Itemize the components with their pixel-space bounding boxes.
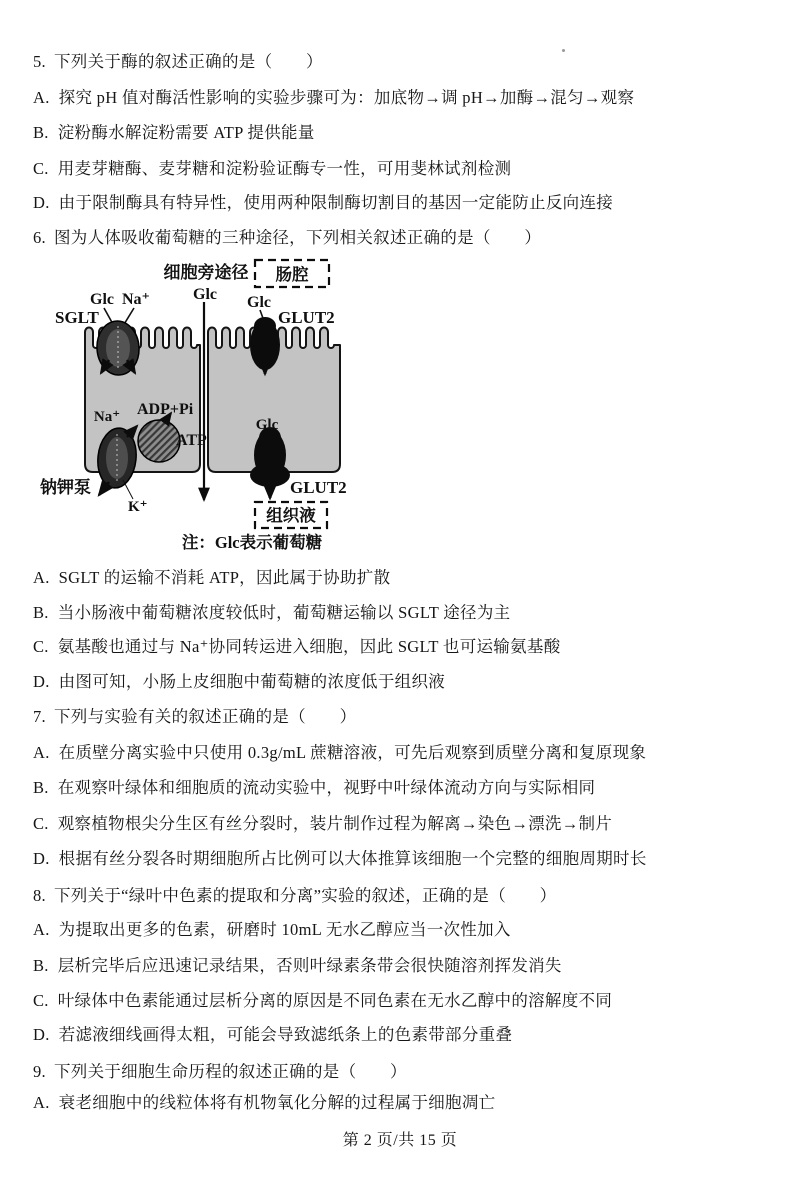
sglt-label: SGLT [55,308,99,327]
glc-left-label: Glc [90,291,114,308]
option-text: 为提取出更多的色素，研磨时 10mL 无水乙醇应当一次性加入 [58,920,511,939]
glucose-absorption-diagram [30,252,360,557]
question-9-option-a [33,1093,495,1113]
paracellular-pathway-label: 细胞旁途径 [163,263,249,282]
option-text: 观察植物根尖分生区有丝分裂时，装片制作过程为解离→染色→漂洗→制片 [57,814,613,833]
option-text: 层析完毕后应迅速记录结果，否则叶绿素条带会很快随溶剂挥发消失 [57,956,562,975]
option-label: A. [33,920,50,939]
option-text: 在质壁分离实验中只使用 0.3g/mL 蔗糖溶液，可先后观察到质壁分离和复原现象 [58,743,647,762]
option-label: D. [33,193,50,212]
na-inner-label: Na⁺ [93,409,121,425]
option-text: 用麦芽糖酶、麦芽糖和淀粉验证酶专一性，可用斐林试剂检测 [57,159,512,178]
option-text: 探究 pH 值对酶活性影响的实验步骤可为：加底物→调 pH→加酶→混匀→观察 [58,88,635,107]
question-7-option-b [33,778,595,798]
na-left-label: Na⁺ [122,291,150,308]
question-7-option-a [33,743,646,763]
glc-paracellular-label: Glc [193,286,217,303]
question-7-option-c [33,814,612,834]
option-text: SGLT 的运输不消耗 ATP，因此属于协助扩散 [58,568,391,587]
option-label: B. [33,956,49,975]
option-label: A. [33,88,50,107]
option-label: D. [33,672,50,691]
question-number: 5. [33,52,46,71]
question-5-option-b [33,123,315,143]
glut2-bottom-label: GLUT2 [290,478,347,497]
option-text: 由于限制酶具有特异性，使用两种限制酶切割目的基因一定能防止反向连接 [58,193,614,212]
option-text: 叶绿体中色素能通过层析分离的原因是不同色素在无水乙醇中的溶解度不同 [57,991,613,1010]
question-7-option-d [33,849,647,869]
option-text: 由图可知，小肠上皮细胞中葡萄糖的浓度低于组织液 [58,672,446,691]
question-number: 8. [33,886,46,905]
question-8-option-a [33,920,511,940]
question-number: 9. [33,1062,46,1081]
atp-label: ATP [176,432,207,449]
glc-right-top-label: Glc [247,294,271,311]
glc-inner-right-label: Glc [255,417,279,433]
question-6-stem [33,228,541,248]
question-6-option-b [33,603,510,623]
option-label: B. [33,123,49,142]
option-label: D. [33,849,50,868]
option-label: B. [33,778,49,797]
option-label: C. [33,159,49,178]
option-text: 衰老细胞中的线粒体将有机物氧化分解的过程属于细胞凋亡 [58,1093,496,1112]
page-number-indicator: 第 2 页/共 15 页 [342,1132,458,1149]
tissue-fluid-box [255,502,327,528]
question-6-option-a [33,568,390,588]
option-label: C. [33,637,49,656]
question-8-option-b [33,956,562,976]
option-label: A. [33,568,50,587]
question-text: 图为人体吸收葡萄糖的三种途径，下列相关叙述正确的是（ ） [53,228,542,247]
question-5-stem [33,52,323,72]
question-8-stem [33,886,556,906]
tissue-fluid-label: 组织液 [266,506,316,525]
question-text: 下列关于酶的叙述正确的是（ ） [53,52,323,71]
question-7-stem [33,707,356,727]
option-text: 在观察叶绿体和细胞质的流动实验中，视野中叶绿体流动方向与实际相同 [57,778,596,797]
question-5-option-d [33,193,613,213]
question-6-option-d [33,672,445,692]
question-8-option-d [33,1025,512,1045]
question-5-option-c [33,159,511,179]
option-label: A. [33,1093,50,1112]
intestinal-lumen-box [255,260,329,287]
sglt-transporter [95,308,141,376]
option-label: C. [33,991,49,1010]
option-text: 若滤液细线画得太粗，可能会导致滤纸条上的色素带部分重叠 [58,1025,513,1044]
option-text: 淀粉酶水解淀粉需要 ATP 提供能量 [57,123,315,142]
k-label: K⁺ [128,499,148,515]
option-label: A. [33,743,50,762]
question-5-option-a [33,88,634,108]
sodium-potassium-pump-label: 钠钾泵 [40,478,91,497]
option-text: 根据有丝分裂各时期细胞所占比例可以大体推算该细胞一个完整的细胞周期时长 [58,849,647,868]
adp-pi-label: ADP+Pi [137,401,194,418]
question-number: 6. [33,228,46,247]
question-6-option-c [33,637,561,657]
question-number: 7. [33,707,46,726]
option-text: 当小肠液中葡萄糖浓度较低时，葡萄糖运输以 SGLT 途径为主 [57,603,511,622]
option-text: 氨基酸也通过与 Na⁺协同转运进入细胞，因此 SGLT 也可运输氨基酸 [57,637,561,656]
option-label: B. [33,603,49,622]
option-label: C. [33,814,49,833]
diagram-note: 注：Glc表示葡萄糖 [181,533,323,552]
scan-speck-artifact [562,49,565,52]
glut2-top-label: GLUT2 [278,308,335,327]
question-text: 下列关于“绿叶中色素的提取和分离”实验的叙述，正确的是（ ） [53,886,557,905]
question-9-stem [33,1062,407,1082]
question-8-option-c [33,991,612,1011]
lumen-label: 肠腔 [275,265,309,284]
question-text: 下列关于细胞生命历程的叙述正确的是（ ） [53,1062,407,1081]
option-label: D. [33,1025,50,1044]
question-text: 下列与实验有关的叙述正确的是（ ） [53,707,357,726]
